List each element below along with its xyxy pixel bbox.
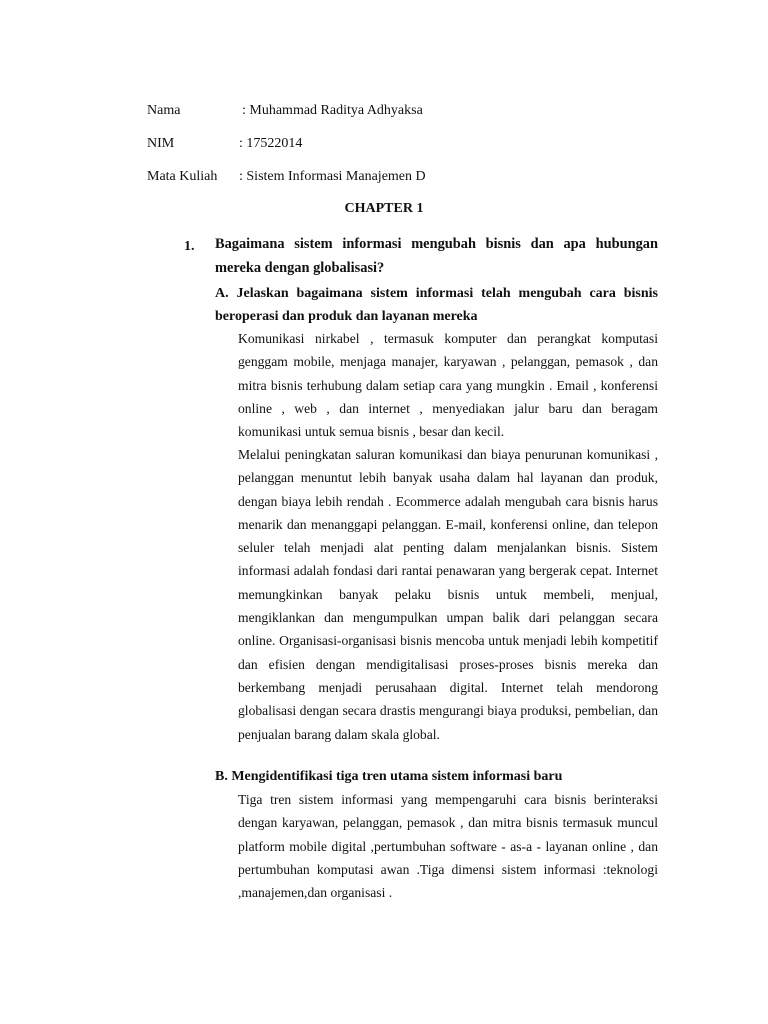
- nim-value: : 17522014: [239, 136, 303, 151]
- chapter-title: CHAPTER 1: [344, 201, 424, 216]
- section-b-heading: B. Mengidentifikasi tiga tren utama sistem informasi baru: [215, 769, 563, 784]
- nama-value: : Muhammad Raditya Adhyaksa: [242, 103, 423, 118]
- nim-label: NIM: [147, 136, 175, 151]
- section-b-paragraph-1: Tiga tren sistem informasi yang mempengaruhi cara bisnis berinteraksi dengan karyawan, pelanggan, pemasok , dan mitra bisnis termasuk muncul platform mobile digital ,pertumbuhan software - as-a - layanan online , dan pertumbuhan komputasi awan .Tiga dimensi sistem informasi :teknologi ,manajemen,dan organisasi .: [238, 792, 658, 901]
- question-number: 1.: [184, 239, 195, 254]
- matkul-label: Mata Kuliah: [147, 169, 218, 184]
- section-a-heading: A. Jelaskan bagaimana sistem informasi telah mengubah cara bisnis beroperasi dan produk dan layanan mereka: [215, 286, 658, 324]
- section-a-paragraph-1: Komunikasi nirkabel , termasuk komputer dan perangkat komputasi genggam mobile, menjaga manajer, karyawan , pelanggan, pemasok , dan mitra bisnis terhubung dalam setiap cara yang mungkin . Email , konferensi online , web , dan internet , menyediakan jalur baru dan beragam komunikasi untuk semua bisnis , besar dan kecil.: [238, 331, 658, 440]
- nama-label: Nama: [147, 103, 181, 118]
- section-a-paragraph-2: Melalui peningkatan saluran komunikasi dan biaya penurunan komunikasi , pelanggan menuntut lebih banyak usaha dalam hal layanan dan produk, dengan biaya lebih rendah . Ecommerce adalah mengubah cara bisnis harus menarik dan menanggapi pelanggan. E-mail, konferensi online, dan telepon seluler telah menjadi alat penting dalam menjalankan bisnis. Sistem informasi adalah fondasi dari rantai penawaran yang bergerak cepat. Internet memungkinkan banyak pelaku bisnis untuk membeli, menjual, mengiklankan dan mengumpulkan umpan balik dari pelanggan secara online. Organisasi-organisasi bisnis mencoba untuk menjadi lebih kompetitif dan efisien dengan mendigitalisasi proses-proses bisnis mereka dan berkembang menjadi perusahaan digital. Internet telah mendorong globalisasi dengan secara drastis mengurangi biaya produksi, pembelian, dan penjualan barang dalam skala global.: [238, 447, 658, 742]
- question-text: Bagaimana sistem informasi mengubah bisnis dan apa hubungan mereka dengan globalisasi?: [215, 236, 658, 276]
- matkul-value: : Sistem Informasi Manajemen D: [239, 169, 426, 184]
